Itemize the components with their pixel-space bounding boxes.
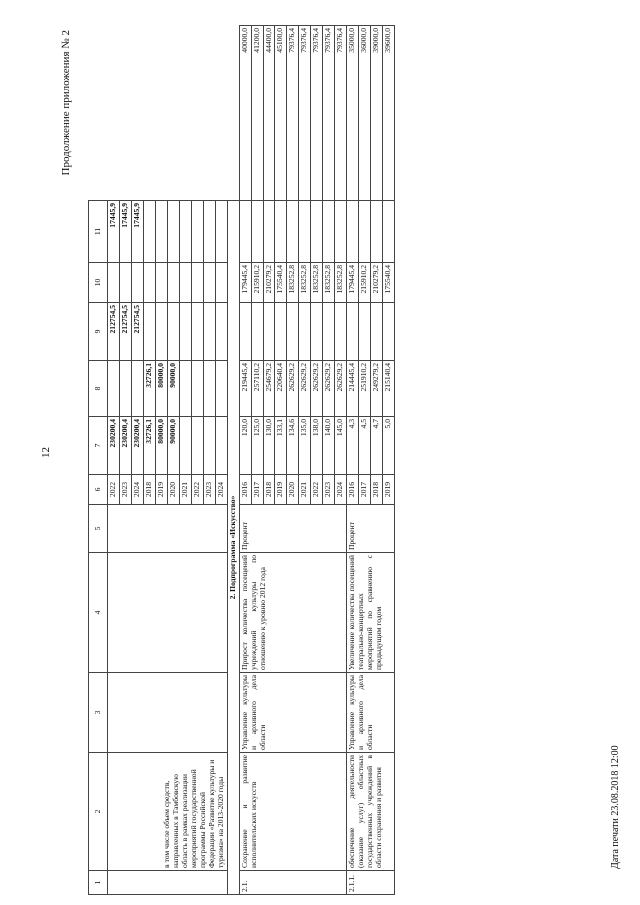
local-cell	[383, 201, 395, 263]
executor	[108, 673, 228, 753]
header-row	[89, 26, 108, 895]
federal-cell	[191, 361, 203, 417]
local-cell	[131, 263, 143, 303]
indicator: Увеличение количества посещений театрально-концертных мероприятий по сравнению с предыдущим годом	[347, 553, 395, 673]
total-cell	[203, 417, 215, 475]
year-cell: 2019	[383, 475, 395, 505]
total-cell: 254679,2	[263, 361, 275, 417]
executor: Управление культуры и архивного дела области	[347, 673, 395, 753]
indicator	[108, 553, 228, 673]
regional-cell: 179445,4	[347, 263, 359, 303]
extra-budget-cell	[191, 201, 203, 263]
indicator-value-cell: 140,0	[323, 417, 335, 475]
total-cell: 214445,4	[347, 361, 359, 417]
total-cell: 251910,2	[359, 361, 371, 417]
table-row	[347, 26, 359, 895]
extra-budget-cell: 39000,0	[371, 26, 383, 201]
year-cell: 2016	[239, 475, 251, 505]
table-row	[239, 26, 251, 895]
print-date: Дата печати 23.08.2018 12:00	[610, 745, 621, 869]
total-cell: 230200,4	[108, 417, 120, 475]
local-cell	[371, 201, 383, 263]
federal-cell	[131, 361, 143, 417]
local-cell	[359, 201, 371, 263]
year-cell: 2023	[323, 475, 335, 505]
regional-cell: 210279,2	[371, 263, 383, 303]
extra-budget-cell: 36000,0	[359, 26, 371, 201]
regional-cell	[203, 303, 215, 361]
regional-cell: 183252,8	[323, 263, 335, 303]
federal-cell	[299, 303, 311, 361]
total-cell: 262629,2	[311, 361, 323, 417]
federal-cell: 80000,0	[155, 361, 167, 417]
indicator-value-cell: 5,0	[383, 417, 395, 475]
extra-budget-cell	[143, 201, 155, 263]
indicator-value-cell: 4,7	[371, 417, 383, 475]
extra-budget-cell	[179, 201, 191, 263]
federal-cell	[203, 361, 215, 417]
regional-cell	[215, 303, 227, 361]
year-cell: 2020	[287, 475, 299, 505]
column-header: 6	[89, 475, 108, 505]
regional-cell: 183252,8	[335, 263, 347, 303]
budget-table	[88, 25, 395, 895]
federal-cell: 32726,1	[143, 361, 155, 417]
item-name	[108, 753, 228, 871]
year-cell: 2017	[359, 475, 371, 505]
column-header: 7	[89, 417, 108, 475]
extra-budget-cell: 79376,4	[311, 26, 323, 201]
item-name: обеспечение деятельности (оказание услуг) областных государственных учреждений в области сохранения и развития	[347, 753, 395, 871]
funding-description: в том числе объем средств, направленных в Тамбовскую область в рамках реализации мероприятий государственной программы Российской Федерации «Развитие культуры и туризма» на 2013-2020 годы	[162, 759, 225, 868]
total-cell	[179, 417, 191, 475]
total-cell: 215140,4	[383, 361, 395, 417]
total-cell: 249279,2	[371, 361, 383, 417]
federal-cell	[263, 303, 275, 361]
column-header: 3	[89, 673, 108, 753]
total-cell: 220640,4	[275, 361, 287, 417]
total-cell: 262629,2	[299, 361, 311, 417]
indicator-value-cell: 134,6	[287, 417, 299, 475]
extra-budget-cell: 79376,4	[287, 26, 299, 201]
local-cell	[287, 201, 299, 263]
regional-cell: 183252,8	[311, 263, 323, 303]
year-cell: 2018	[143, 475, 155, 505]
extra-budget-cell: 45100,0	[275, 26, 287, 201]
local-cell	[323, 201, 335, 263]
local-cell	[335, 201, 347, 263]
regional-cell	[179, 303, 191, 361]
year-cell: 2022	[311, 475, 323, 505]
year-cell: 2018	[371, 475, 383, 505]
local-cell	[239, 201, 251, 263]
indicator-value-cell: 138,0	[311, 417, 323, 475]
year-cell: 2024	[335, 475, 347, 505]
total-cell: 230200,4	[119, 417, 131, 475]
federal-cell: 90000,0	[167, 361, 179, 417]
regional-cell: 183252,8	[299, 263, 311, 303]
regional-cell: 215910,2	[251, 263, 263, 303]
extra-budget-cell	[155, 201, 167, 263]
federal-cell	[179, 361, 191, 417]
indicator-value-cell: 4,5	[359, 417, 371, 475]
local-cell	[108, 263, 120, 303]
spacer	[109, 755, 163, 868]
year-cell: 2024	[131, 475, 143, 505]
indicator: Прирост количества посещений учреждений культуры по отношению к уровню 2012 года	[239, 553, 347, 673]
indicator-value-cell: 145,0	[335, 417, 347, 475]
extra-budget-cell: 35000,0	[347, 26, 359, 201]
indicator-value-cell: 133,1	[275, 417, 287, 475]
total-cell: 262629,2	[287, 361, 299, 417]
column-header: 5	[89, 505, 108, 553]
regional-cell	[167, 303, 179, 361]
extra-budget-cell: 17445,9	[131, 201, 143, 263]
extra-budget-cell: 41200,0	[251, 26, 263, 201]
regional-cell: 212754,5	[131, 303, 143, 361]
year-cell: 2022	[191, 475, 203, 505]
unit	[108, 505, 228, 553]
table-row	[108, 26, 120, 895]
section-title: 2. Подпрограмма «Искусство»	[227, 201, 239, 895]
local-cell	[347, 201, 359, 263]
year-cell: 2022	[108, 475, 120, 505]
indicator-value-cell: 120,0	[239, 417, 251, 475]
federal-cell	[347, 303, 359, 361]
total-cell: 219445,4	[239, 361, 251, 417]
regional-cell	[143, 303, 155, 361]
column-header: 8	[89, 361, 108, 417]
regional-cell	[191, 303, 203, 361]
local-cell	[275, 201, 287, 263]
total-cell	[191, 417, 203, 475]
total-cell	[215, 417, 227, 475]
year-cell: 2021	[179, 475, 191, 505]
local-cell	[215, 263, 227, 303]
local-cell	[263, 201, 275, 263]
extra-budget-cell: 44400,0	[263, 26, 275, 201]
total-cell: 80000,0	[155, 417, 167, 475]
federal-cell	[371, 303, 383, 361]
federal-cell	[215, 361, 227, 417]
year-cell: 2024	[215, 475, 227, 505]
extra-budget-cell: 17445,9	[108, 201, 120, 263]
extra-budget-cell	[203, 201, 215, 263]
item-number: 2.1.1.	[347, 871, 395, 895]
extra-budget-cell: 39600,0	[383, 26, 395, 201]
item-number: 2.1.	[239, 871, 347, 895]
local-cell	[155, 263, 167, 303]
column-header: 10	[89, 263, 108, 303]
page-number: 12	[40, 447, 52, 458]
indicator-value-cell: 135,0	[299, 417, 311, 475]
year-cell: 2019	[275, 475, 287, 505]
unit: Процент	[347, 505, 395, 553]
local-cell	[203, 263, 215, 303]
extra-budget-cell: 79376,4	[299, 26, 311, 201]
federal-cell	[108, 361, 120, 417]
year-cell: 2021	[299, 475, 311, 505]
indicator-value-cell: 4,3	[347, 417, 359, 475]
total-cell: 230200,4	[131, 417, 143, 475]
column-header: 9	[89, 303, 108, 361]
section-row	[227, 26, 239, 895]
executor: Управление культуры и архивного дела области	[239, 673, 347, 753]
total-cell: 262629,2	[323, 361, 335, 417]
extra-budget-cell: 40000,0	[239, 26, 251, 201]
regional-cell: 210279,2	[263, 263, 275, 303]
total-cell: 262629,2	[335, 361, 347, 417]
extra-budget-cell: 17445,9	[119, 201, 131, 263]
total-cell: 257110,2	[251, 361, 263, 417]
local-cell	[119, 263, 131, 303]
federal-cell	[275, 303, 287, 361]
regional-cell: 175540,4	[383, 263, 395, 303]
local-cell	[191, 263, 203, 303]
regional-cell: 179445,4	[239, 263, 251, 303]
federal-cell	[335, 303, 347, 361]
column-header: 11	[89, 201, 108, 263]
item-number	[108, 871, 228, 895]
year-cell: 2016	[347, 475, 359, 505]
local-cell	[251, 201, 263, 263]
column-header: 2	[89, 753, 108, 871]
year-cell: 2019	[155, 475, 167, 505]
local-cell	[179, 263, 191, 303]
federal-cell	[119, 361, 131, 417]
extra-budget-cell	[167, 201, 179, 263]
federal-cell	[383, 303, 395, 361]
federal-cell	[251, 303, 263, 361]
year-cell: 2018	[263, 475, 275, 505]
federal-cell	[323, 303, 335, 361]
extra-budget-cell: 79376,4	[335, 26, 347, 201]
regional-cell: 215910,2	[359, 263, 371, 303]
column-header: 4	[89, 553, 108, 673]
total-cell: 90000,0	[167, 417, 179, 475]
regional-cell: 183252,8	[287, 263, 299, 303]
extra-budget-cell	[215, 201, 227, 263]
item-name: Сохранение и развитие исполнительских искусств	[239, 753, 347, 871]
federal-cell	[311, 303, 323, 361]
local-cell	[299, 201, 311, 263]
regional-cell: 175540,4	[275, 263, 287, 303]
regional-cell: 212754,5	[108, 303, 120, 361]
total-cell: 32726,1	[143, 417, 155, 475]
indicator-value-cell: 125,0	[251, 417, 263, 475]
local-cell	[143, 263, 155, 303]
appendix-note: Продолжение приложения № 2	[60, 30, 72, 176]
year-cell: 2020	[167, 475, 179, 505]
local-cell	[311, 201, 323, 263]
local-cell	[167, 263, 179, 303]
indicator-value-cell: 130,0	[263, 417, 275, 475]
federal-cell	[287, 303, 299, 361]
regional-cell: 212754,5	[119, 303, 131, 361]
year-cell: 2023	[119, 475, 131, 505]
unit: Процент	[239, 505, 347, 553]
column-header: 1	[89, 871, 108, 895]
year-cell: 2017	[251, 475, 263, 505]
year-cell: 2023	[203, 475, 215, 505]
federal-cell	[239, 303, 251, 361]
regional-cell	[155, 303, 167, 361]
federal-cell	[359, 303, 371, 361]
extra-budget-cell: 79376,4	[323, 26, 335, 201]
